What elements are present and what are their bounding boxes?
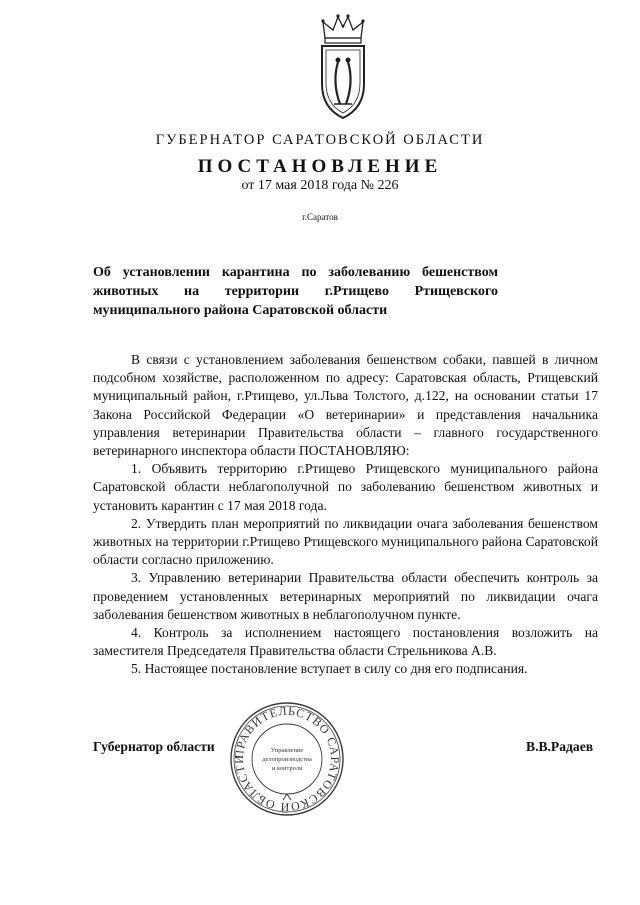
clause-1: 1. Объявить территорию г.Ртищево Ртищевского муниципального района Саратовской области неблагополучной по заболеванию бешенством животных и установить карантин с 17 мая 2018 года. [93, 461, 598, 513]
signatory-position: Губернатор области [93, 739, 215, 754]
document-title: Об установлении карантина по заболеванию бешенством животных на территории г.Ртищево Ртищевского муниципального района Саратовской области [93, 265, 498, 318]
clause-5: 5. Настоящее постановление вступает в силу со дня его подписания. [131, 661, 528, 677]
stamp-inner-line-2: делопроизводства [262, 756, 312, 763]
clause-3: 3. Управлению ветеринарии Правительства области обеспечить контроль за проведением установленных ветеринарных мероприятий по ликвидации очага заболевания бешенством животных в неблагополучном пункте. [93, 570, 598, 622]
issuing-authority: ГУБЕРНАТОР САРАТОВСКОЙ ОБЛАСТИ [155, 132, 485, 148]
preamble-paragraph: В связи с установлением заболевания бешенством собаки, павшей в личном подсобном хозяйстве, расположенном по адресу: Саратовская область, Ртищевский муниципальный район, г.Ртищево, ул.Льва Толстого, д.122, на основании статьи 17 Закона Российской Федерации «О ветеринарии» и представления начальника управления ветеринарии Правительства области – главного государственного ветеринарного инспектора области ПОСТАНОВЛЯЮ: [93, 352, 598, 459]
document-type: ПОСТАНОВЛЕНИЕ [197, 156, 443, 177]
coat-of-arms-icon [318, 12, 368, 122]
document-city: г.Саратов [302, 212, 338, 222]
signatory-name: В.В.Радаев [526, 739, 594, 754]
stamp-inner-line-1: Управление [270, 747, 304, 754]
stamp-inner-line-3: и контроля [271, 765, 303, 772]
clause-4: 4. Контроль за исполнением настоящего постановления возложить на заместителя Председателя Правительства области Стрельникова А.В. [93, 625, 598, 659]
document-body [93, 351, 598, 679]
clause-2: 2. Утвердить план мероприятий по ликвидации очага заболевания бешенством животных на территории г.Ртищево Ртищевского муниципального района Саратовской области согласно приложению. [93, 515, 598, 568]
official-stamp [228, 700, 346, 818]
document-date-number: от 17 мая 2018 года № 226 [241, 178, 399, 193]
stamp-ring-text: ПРАВИТЕЛЬСТВО САРАТОВСКОЙ ОБЛАСТИ [231, 703, 343, 815]
